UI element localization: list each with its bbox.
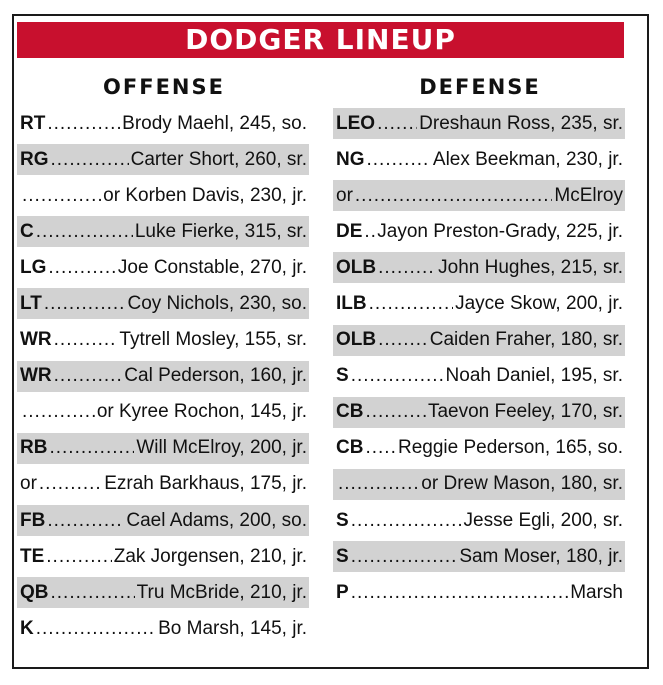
player-entry: Jayon Preston-Grady, 225, jr. [377,220,623,242]
leader-dots [351,582,569,604]
defense-row [333,433,625,464]
offense-row [17,505,309,536]
position-label: S [336,365,349,387]
position-label: P [336,581,349,603]
defense-row [333,216,625,247]
player-entry: Brody Maehl, 245, so. [122,112,307,134]
leader-dots [369,293,453,315]
position-label: or [336,184,353,206]
position-label: C [20,220,34,242]
player-entry: or Korben Davis, 230, jr. [103,184,307,206]
position-label: S [336,545,349,567]
offense-row [17,288,309,319]
leader-dots [22,401,95,423]
player-entry: Noah Daniel, 195, sr. [445,365,623,387]
leader-dots [47,510,124,532]
player-entry: Marsh [570,581,623,603]
lineup-title: DODGER LINEUP [17,22,624,58]
leader-dots [338,473,419,495]
position-label: WR [20,365,52,387]
defense-row [333,325,625,356]
leader-dots [51,149,129,171]
leader-dots [377,113,417,135]
player-entry: Alex Beekman, 230, jr. [432,148,623,170]
player-entry: Cal Pederson, 160, jr. [124,365,307,387]
player-entry: or Drew Mason, 180, sr. [421,473,623,495]
player-entry: Jayce Skow, 200, jr. [455,292,623,314]
offense-list [17,108,309,649]
offense-row [17,108,309,139]
offense-row [17,613,309,644]
leader-dots [51,582,135,604]
position-label: RG [20,148,49,170]
offense-row [17,361,309,392]
player-entry: Zak Jorgensen, 210, jr. [113,545,307,567]
position-label: K [20,617,34,639]
defense-row [333,541,625,572]
leader-dots [378,329,428,351]
defense-row [333,577,625,608]
player-entry: or Kyree Rochon, 145, jr. [96,401,307,423]
player-entry: Jesse Egli, 200, sr. [463,509,623,531]
player-entry: Tytrell Mosley, 155, sr. [119,329,307,351]
offense-row [17,144,309,175]
player-entry: Bo Marsh, 145, jr. [158,617,307,639]
leader-dots [364,221,375,243]
position-label: OLB [336,329,377,351]
player-entry: Sam Moser, 180, jr. [459,545,623,567]
offense-row [17,577,309,608]
leader-dots [44,293,126,315]
defense-list [333,108,625,613]
player-entry: McElroy [554,184,623,206]
defense-row [333,108,625,139]
offense-row [17,469,309,500]
leader-dots [355,185,552,207]
offense-row [17,252,309,283]
defense-row [333,505,625,536]
position-label: CB [336,401,364,423]
position-label: DE [336,220,363,242]
player-entry: Luke Fierke, 315, sr. [134,220,307,242]
player-entry: Ezrah Barkhaus, 175, jr. [104,473,307,495]
player-entry: Tru McBride, 210, jr. [136,581,307,603]
leader-dots [39,473,102,495]
player-entry: Caiden Fraher, 180, sr. [429,329,623,351]
offense-heading: OFFENSE [103,75,225,99]
leader-dots [365,401,426,423]
defense-row [333,180,625,211]
offense-row [17,397,309,428]
player-entry: Coy Nichols, 230, so. [127,292,307,314]
position-label: S [336,509,349,531]
leader-dots [351,365,444,387]
leader-dots [36,221,133,243]
defense-row [333,252,625,283]
defense-row [333,144,625,175]
position-label: LG [20,256,47,278]
position-label: QB [20,581,49,603]
defense-row [333,469,625,500]
player-entry: Joe Constable, 270, jr. [117,256,307,278]
leader-dots [46,546,111,568]
position-label: TE [20,545,45,567]
player-entry: Taevon Feeley, 170, sr. [427,401,623,423]
player-entry: Will McElroy, 200, jr. [136,437,307,459]
player-entry: John Hughes, 215, sr. [438,256,623,278]
leader-dots [367,149,431,171]
position-label: LEO [336,112,376,134]
offense-row [17,180,309,211]
leader-dots [351,546,458,568]
position-label: RB [20,437,48,459]
position-label: NG [336,148,365,170]
leader-dots [47,113,120,135]
player-entry: Cael Adams, 200, so. [126,509,307,531]
position-label: FB [20,509,46,531]
defense-heading: DEFENSE [419,75,541,99]
position-label: LT [20,292,42,314]
leader-dots [49,437,134,459]
offense-row [17,433,309,464]
leader-dots [54,365,123,387]
leader-dots [48,257,116,279]
position-label: RT [20,112,46,134]
defense-row [333,397,625,428]
player-entry: Dreshaun Ross, 235, sr. [419,112,623,134]
defense-row [333,361,625,392]
position-label: CB [336,437,364,459]
defense-row [333,288,625,319]
leader-dots [365,437,396,459]
position-label: ILB [336,292,367,314]
leader-dots [351,510,462,532]
leader-dots [22,185,101,207]
position-label: or [20,473,37,495]
player-entry: Carter Short, 260, sr. [130,148,307,170]
offense-row [17,325,309,356]
leader-dots [378,257,436,279]
offense-row [17,216,309,247]
position-label: WR [20,329,52,351]
leader-dots [54,329,118,351]
position-label: OLB [336,256,377,278]
player-entry: Reggie Pederson, 165, so. [398,437,623,459]
leader-dots [36,618,156,640]
offense-row [17,541,309,572]
